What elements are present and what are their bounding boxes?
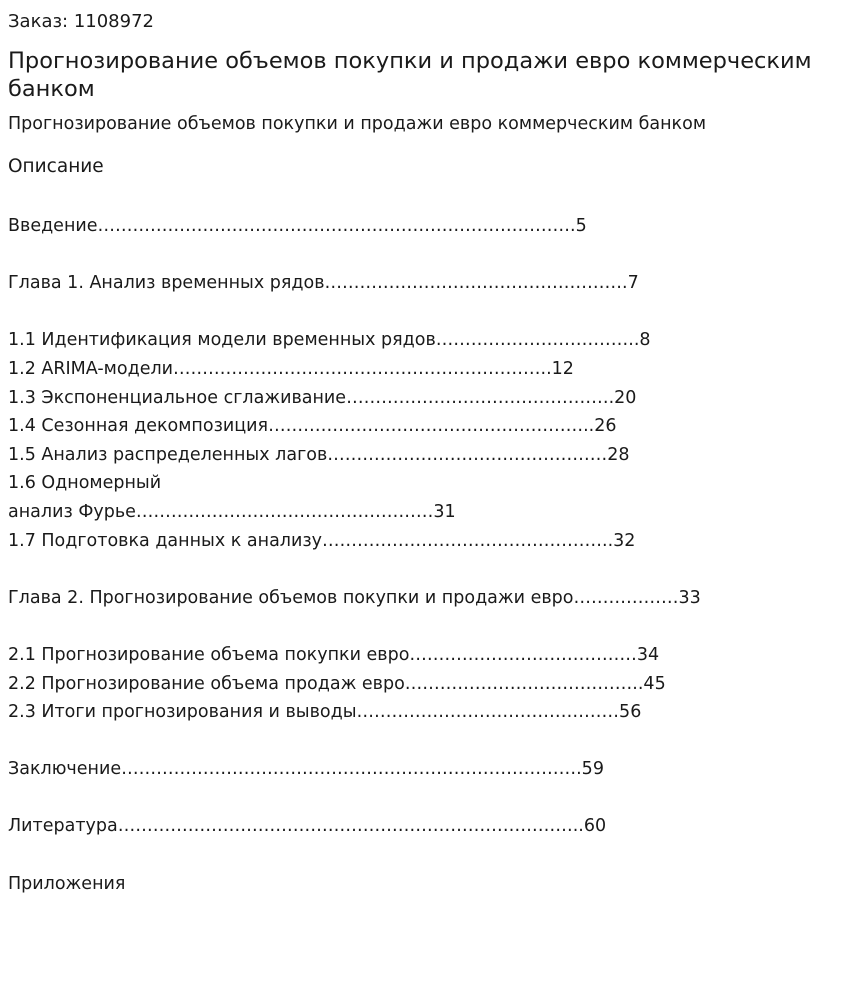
toc-item-1-2: 1.2 ARIMA-модели………………………………………………………..12 [8, 358, 574, 379]
toc-item-1-6-line-2: анализ Фурье……………………………………………31 [8, 501, 456, 522]
toc-spacer [8, 612, 839, 641]
order-number: Заказ: 1108972 [8, 11, 154, 32]
toc-item-conclusion: Заключение…………………………………………………………………….59 [8, 759, 604, 780]
toc-item-2-2: 2.2 Прогнозирование объема продаж евро…………………………………..45 [8, 673, 666, 694]
toc-item-1-7: 1.7 Подготовка данных к анализу…………………………………………..32 [8, 530, 636, 551]
toc-item-appendix: Приложения [8, 873, 126, 894]
table-of-contents [8, 212, 839, 898]
toc-item-chapter-1: Глава 1. Анализ временных рядов…………………………………………….7 [8, 273, 639, 294]
toc-spacer [8, 241, 839, 270]
toc-item-1-3: 1.3 Экспоненциальное сглаживание……………………………………….20 [8, 387, 637, 408]
toc-item-2-3: 2.3 Итоги прогнозирования и выводы………………………………………56 [8, 702, 642, 723]
toc-item-1-6-line-1: 1.6 Одномерный [8, 473, 162, 494]
toc-item-1-5: 1.5 Анализ распределенных лагов…………………………………………28 [8, 444, 630, 465]
toc-spacer [8, 784, 839, 813]
toc-item-literature: Литература……………………………………………………………………..60 [8, 816, 607, 837]
toc-item-chapter-2: Глава 2. Прогнозирование объемов покупки и продажи евро………………33 [8, 587, 701, 608]
toc-spacer [8, 298, 839, 327]
page-subtitle: Прогнозирование объемов покупки и продажи евро коммерческим банком [8, 114, 707, 134]
toc-spacer [8, 727, 839, 756]
toc-item-1-1: 1.1 Идентификация модели временных рядов……………………………..8 [8, 330, 651, 351]
toc-item-1-4: 1.4 Сезонная декомпозиция………………………………………………..26 [8, 416, 617, 437]
toc-spacer [8, 841, 839, 870]
toc-item-introduction: Введение……………………………………………………………………….5 [8, 216, 587, 236]
toc-spacer [8, 555, 839, 584]
description-heading: Описание [8, 156, 104, 177]
toc-item-2-1: 2.1 Прогнозирование объема покупки евро…………………………………34 [8, 644, 660, 665]
page-title: Прогнозирование объемов покупки и продажи евро коммерческим банком [8, 48, 812, 102]
